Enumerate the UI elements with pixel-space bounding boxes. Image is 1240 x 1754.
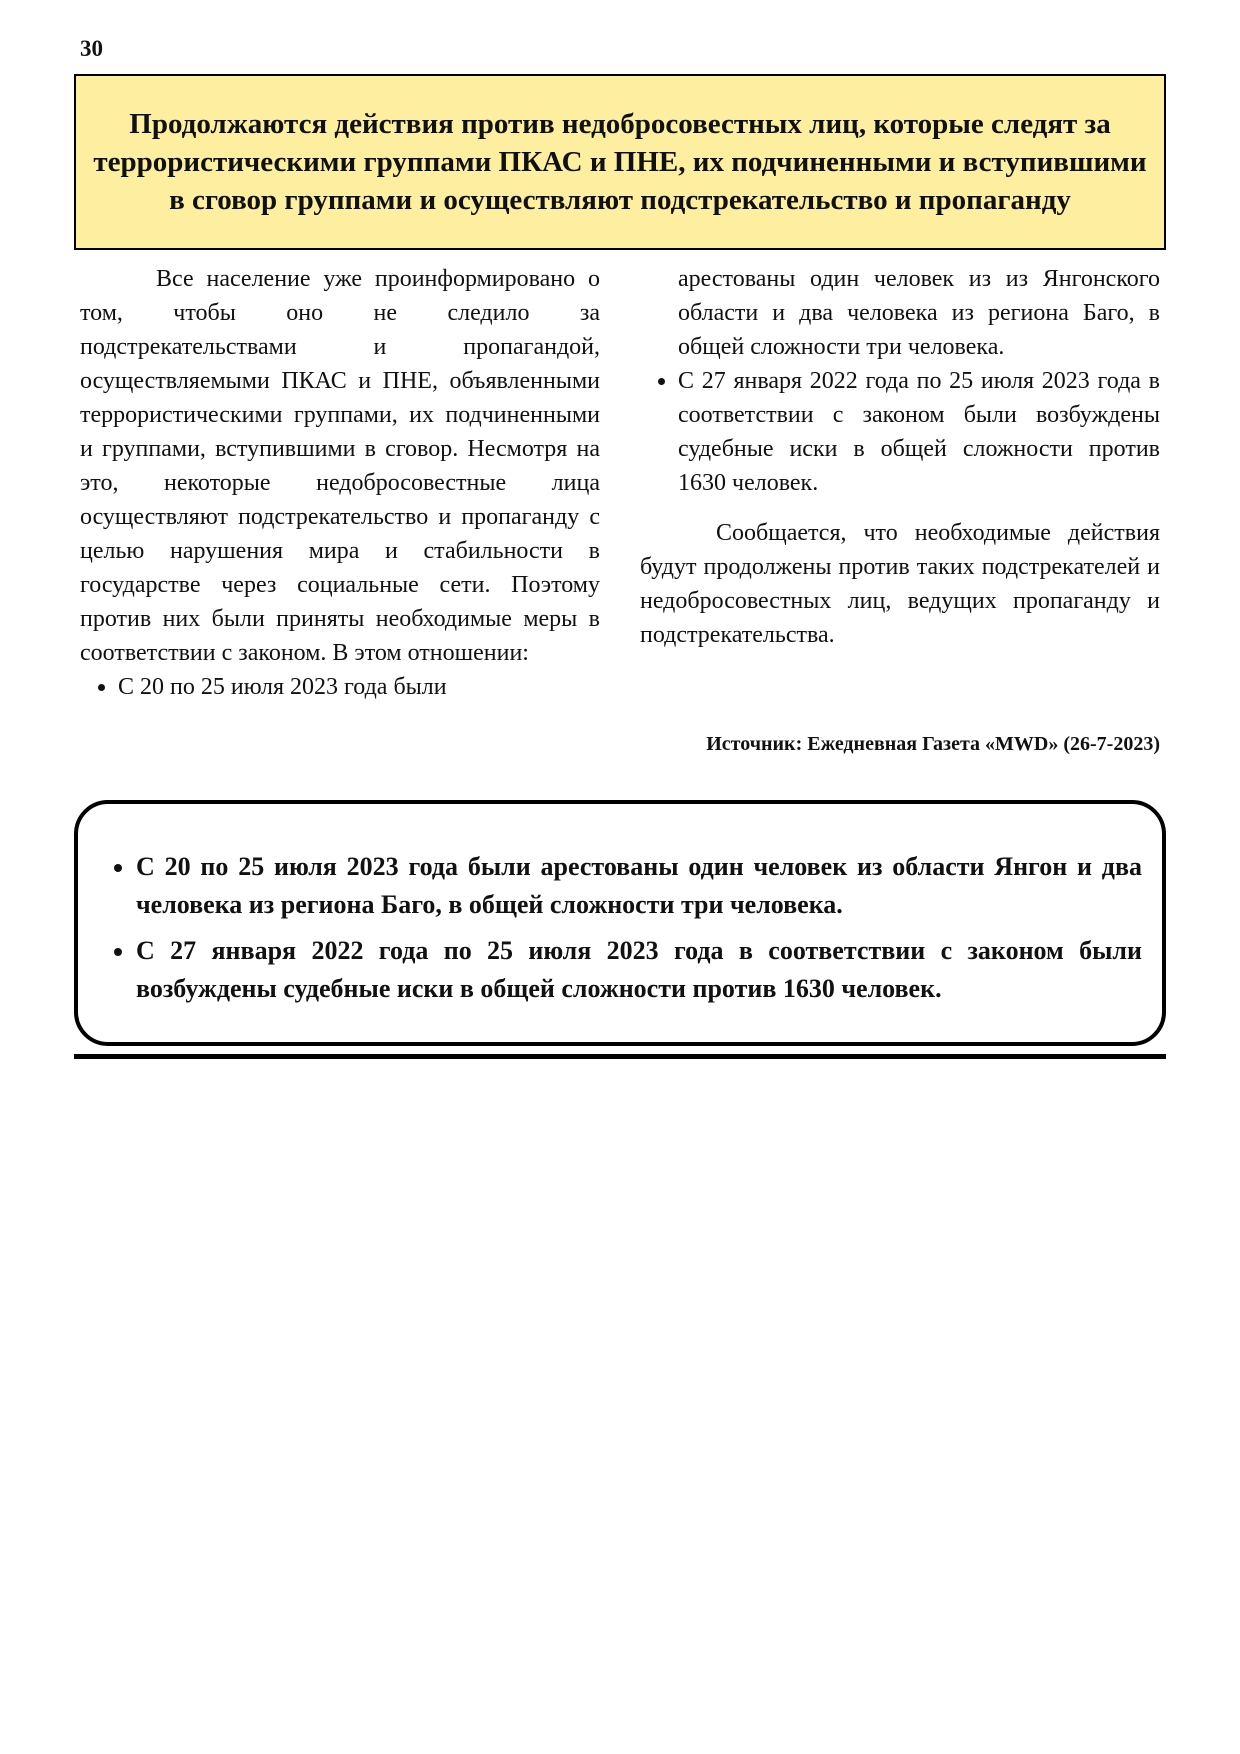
bottom-divider: [74, 1054, 1166, 1059]
bullet-continuation: арестованы один человек из из Янгонского области и два человека из региона Баго, в общей сложности три человека.: [678, 266, 1160, 360]
left-bullet-list: [80, 670, 600, 704]
summary-item: • С 27 января 2022 года по 25 июля 2023 года в соответствии с законом были возбуждены судебные иски в общей сложности против 1630 человек.: [136, 932, 1142, 1008]
page-number: 30: [80, 36, 103, 61]
bullet-item: • С 27 января 2022 года по 25 июля 2023 года в соответствии с законом были возбуждены судебные иски в общей сложности против 1630 человек.: [678, 364, 1160, 500]
summary-item: • С 20 по 25 июля 2023 года были арестованы один человек из области Янгон и два человека из региона Баго, в общей сложности три человека.: [136, 848, 1142, 924]
summary-box: [74, 800, 1166, 1046]
left-column: [80, 262, 600, 704]
bullet-item: • С 20 по 25 июля 2023 года были: [118, 670, 600, 704]
right-bullet-list: [640, 364, 1160, 500]
article-title: Продолжаются действия против недобросовестных лиц, которые следят за террористическими группами ПКАС и ПНЕ, их подчиненными и вступившими в сговор группами и осуществляют подстрекательство и пропаганду: [93, 108, 1147, 216]
right-column: [640, 262, 1160, 652]
summary-list: [98, 848, 1142, 1008]
source-citation: Источник: Ежедневная Газета «MWD» (26-7-2023): [706, 733, 1160, 755]
intro-paragraph: Все население уже проинформировано о том, чтобы оно не следило за подстрекательствами и пропагандой, осуществляемыми ПКАС и ПНЕ, объявленными террористическими группами, их подчиненными и группами, вступившими в сговор. Несмотря на это, некоторые недобросовестные лица осуществляют подстрекательство и пропаганду с целью нарушения мира и стабильности в государстве через социальные сети. Поэтому против них были приняты необходимые меры в соответствии с законом. В этом отношении:: [80, 266, 600, 666]
article-title-box: [74, 74, 1166, 250]
closing-paragraph: Сообщается, что необходимые действия будут продолжены против таких подстрекателей и недобросовестных лиц, ведущих пропаганду и подстрекательства.: [640, 520, 1160, 648]
